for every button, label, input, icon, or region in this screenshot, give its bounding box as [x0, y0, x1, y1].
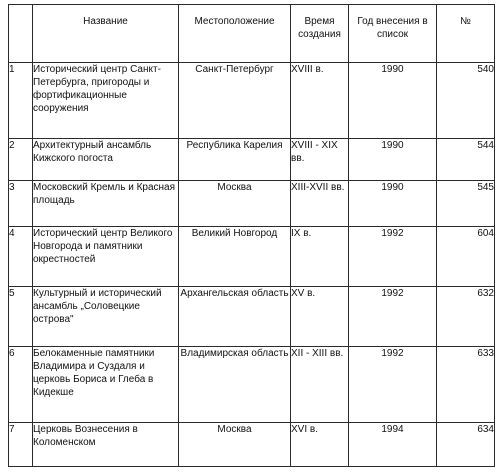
site-id: 632 — [437, 287, 495, 347]
row-number: 5 — [9, 287, 33, 347]
site-id: 634 — [437, 423, 495, 467]
site-era: XVIII в. — [291, 63, 349, 139]
site-location: Москва — [179, 423, 291, 467]
site-location: Великий Новгород — [179, 227, 291, 287]
inscription-year: 1992 — [349, 287, 437, 347]
site-location: Санкт-Петербург — [179, 63, 291, 139]
site-name: Церковь Вознесения в Коломенском — [33, 423, 179, 467]
site-location: Москва — [179, 181, 291, 227]
site-location: Республика Карелия — [179, 139, 291, 181]
site-location: Владимирская область — [179, 347, 291, 423]
row-number: 4 — [9, 227, 33, 287]
header-number — [9, 5, 33, 63]
row-number: 1 — [9, 63, 33, 139]
row-number: 3 — [9, 181, 33, 227]
table-row — [9, 139, 495, 181]
site-id: 604 — [437, 227, 495, 287]
site-id: 633 — [437, 347, 495, 423]
table-row — [9, 227, 495, 287]
site-id: 540 — [437, 63, 495, 139]
table-row — [9, 287, 495, 347]
inscription-year: 1990 — [349, 63, 437, 139]
table-row — [9, 347, 495, 423]
header-location: Местоположение — [179, 5, 291, 63]
header-era: Время создания — [291, 5, 349, 63]
site-name: Белокаменные памятники Владимира и Суздаля и церковь Бориса и Глеба в Кидекше — [33, 347, 179, 423]
site-era: XV в. — [291, 287, 349, 347]
inscription-year: 1992 — [349, 227, 437, 287]
site-era: IX в. — [291, 227, 349, 287]
row-number: 2 — [9, 139, 33, 181]
header-name: Название — [33, 5, 179, 63]
site-era: XIII-XVII вв. — [291, 181, 349, 227]
inscription-year: 1990 — [349, 139, 437, 181]
heritage-sites-table — [8, 4, 495, 467]
table-row — [9, 181, 495, 227]
site-name: Московский Кремль и Красная площадь — [33, 181, 179, 227]
inscription-year: 1992 — [349, 347, 437, 423]
site-era: XVIII - XIX вв. — [291, 139, 349, 181]
table-header-row — [9, 5, 495, 63]
site-era: XVI в. — [291, 423, 349, 467]
site-name: Исторический центр Великого Новгорода и памятники окрестностей — [33, 227, 179, 287]
row-number: 6 — [9, 347, 33, 423]
inscription-year: 1990 — [349, 181, 437, 227]
header-year: Год внесения в список — [349, 5, 437, 63]
site-name: Исторический центр Санкт-Петербурга, пригороды и фортификационные сооружения — [33, 63, 179, 139]
inscription-year: 1994 — [349, 423, 437, 467]
site-id: 544 — [437, 139, 495, 181]
site-location: Архангельская область — [179, 287, 291, 347]
site-era: XII - XIII вв. — [291, 347, 349, 423]
header-id: № — [437, 5, 495, 63]
table-row — [9, 423, 495, 467]
site-id: 545 — [437, 181, 495, 227]
row-number: 7 — [9, 423, 33, 467]
table-row — [9, 63, 495, 139]
site-name: Архитектурный ансамбль Кижского погоста — [33, 139, 179, 181]
site-name: Культурный и исторический ансамбль „Соловецкие острова" — [33, 287, 179, 347]
